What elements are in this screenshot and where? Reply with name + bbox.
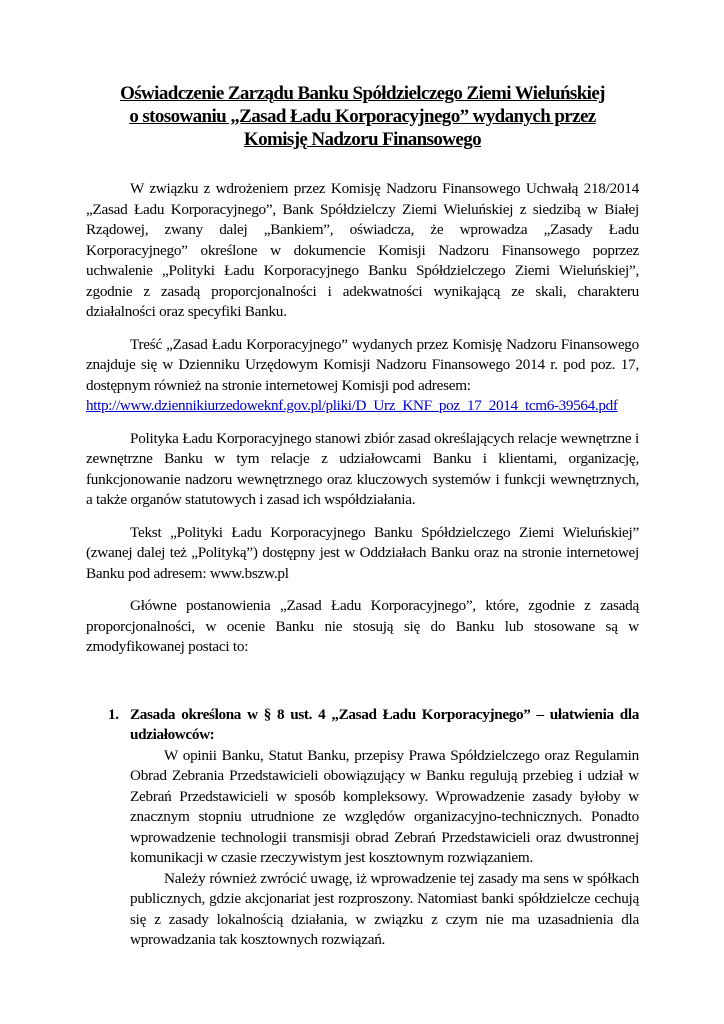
section-1-paragraph-opinion: W opinii Banku, Statut Banku, przepisy Prawa Spółdzielczego oraz Regulamin Obrad Zebrania Przedstawicieli obowiązujący w Banku regulują przebieg i udział w Zebrań Przedstawicieli w sposób kompleksowy. Wprowadzenie zasady byłoby w znacznym stopniu utrudnione ze względów organizacyjno-technicznych. Ponadto wprowadzenie technologii transmisji obrad Zebrań Przedstawicieli oraz dwustronnej komunikacji w czasie rzeczywistym jest kosztownym rozwiązaniem. (130, 746, 639, 866)
section-1-heading (86, 705, 639, 746)
title-line-2: o stosowaniu „Zasad Ładu Korporacyjnego” wydanych przez (129, 106, 596, 127)
document-page (86, 82, 639, 951)
section-1-heading-text: Zasada określona w § 8 ust. 4 „Zasad Ładu Korporacyjnego” – ułatwienia dla udziałowców: (130, 705, 639, 743)
section-1-number: 1. (108, 705, 119, 723)
paragraph-knf-text: Treść „Zasad Ładu Korporacyjnego” wydanych przez Komisję Nadzoru Finansowego znajduje się w Dzienniku Urzędowym Komisji Nadzoru Finansowego 2014 r. pod poz. 17, dostępnym również na stronie internetowej Komisji pod adresem: (86, 335, 639, 394)
paragraph-knf-reference (86, 335, 639, 417)
paragraph-policy-scope: Polityka Ładu Korporacyjnego stanowi zbiór zasad określających relacje wewnętrzne i zewnętrzne Banku w tym relacje z udziałowcami Banku i klientami, organizację, funkcjonowanie nadzoru wewnętrznego oraz kluczowych systemów i funkcji wewnętrznych, a także organów statutowych i zasad ich współdziałania. (86, 429, 639, 508)
paragraph-policy-availability: Tekst „Polityki Ładu Korporacyjnego Banku Spółdzielczego Ziemi Wieluńskiej” (zwanej dalej też „Polityką”) dostępny jest w Oddziałach Banku oraz na stronie internetowej Banku pod adresem: www.bszw.pl (86, 523, 639, 582)
paragraph-main-provisions: Główne postanowienia „Zasad Ładu Korporacyjnego”, które, zgodnie z zasadą proporcjonalności, w ocenie Banku nie stosują się do Banku lub stosowane są w zmodyfikowanej postaci to: (86, 597, 639, 655)
section-1 (86, 705, 639, 951)
title-line-1: Oświadczenie Zarządu Banku Spółdzielczego Ziemi Wieluńskiej (120, 83, 605, 104)
paragraph-intro: W związku z wdrożeniem przez Komisję Nadzoru Finansowego Uchwałą 218/2014 „Zasad Ładu Korporacyjnego”, Bank Spółdzielczy Ziemi Wieluńskiej z siedzibą w Białej Rządowej, zwany dalej „Bankiem”, oświadcza, że wprowadza „Zasady Ładu Korporacyjnego” określone w dokumencie Komisji Nadzoru Finansowego poprzez uchwalenie „Polityki Ładu Korporacyjnego Banku Spółdzielczego Ziemi Wieluńskiej”, zgodnie z zasadą proporcjonalności i adekwatności wynikającą ze skali, charakteru działalności oraz specyfiki Banku. (86, 180, 639, 320)
section-1-paragraph-rationale: Należy również zwrócić uwagę, iż wprowadzenie tej zasady ma sens w spółkach publicznych, gdzie akcjonariat jest rozproszony. Natomiast banki spółdzielcze cechują się z zasady lokalnością działania, w związku z czym nie ma uzasadnienia dla wprowadzania tak kosztownych rozwiązań. (130, 869, 639, 948)
section-1-body (86, 746, 639, 951)
title-line-3: Komisję Nadzoru Finansowego (243, 129, 482, 150)
knf-document-link[interactable]: http://www.dziennikiurzedoweknf.gov.pl/pliki/D_Urz_KNF_poz_17_2014_tcm6-39564.pdf (86, 397, 618, 414)
document-title (86, 82, 639, 151)
